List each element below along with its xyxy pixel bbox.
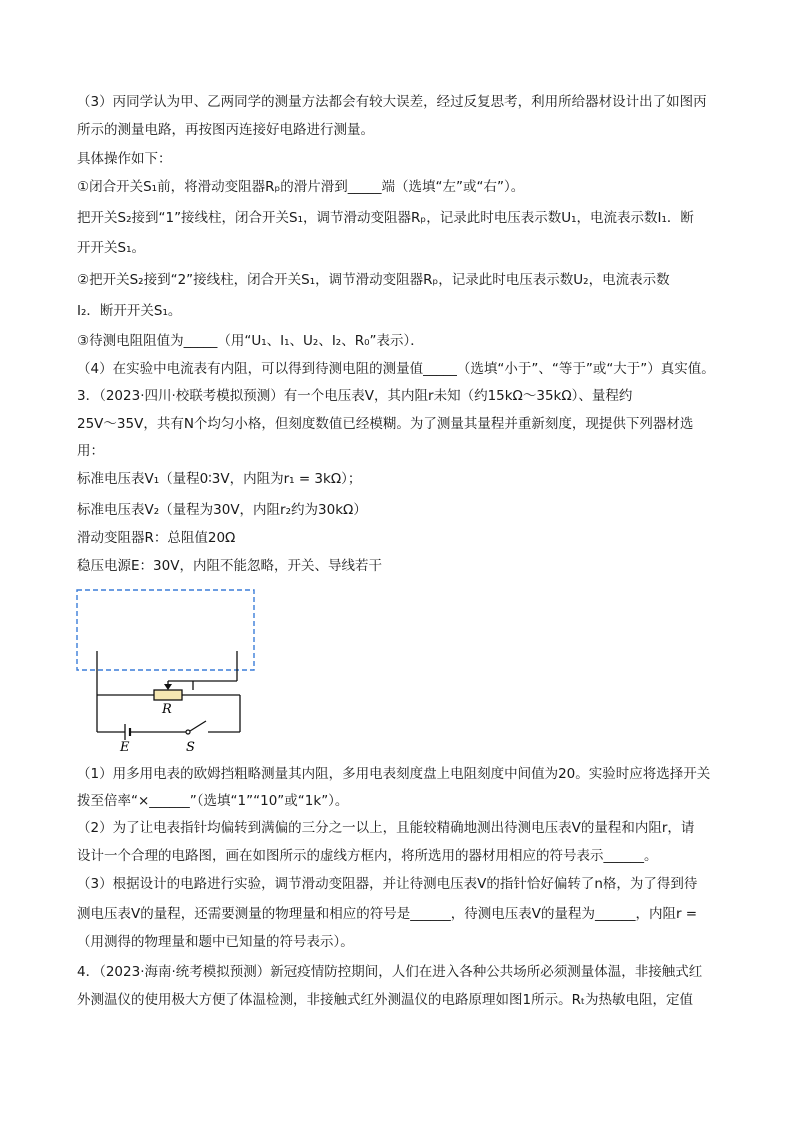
text-line: 具体操作如下： — [77, 151, 172, 167]
text-line: ①闭合开关S₁前，将滑动变阻器Rₚ的滑片滑到_____端（选填“左”或“右”）。 — [77, 179, 525, 195]
text-line: 标准电压表V₂（量程为30V，内阻r₂约为30kΩ） — [77, 502, 367, 518]
text-line: （4）在实验中电流表有内阻，可以得到待测电阻的测量值_____（选填“小于”、“等于”或“大于”）真实值。 — [77, 361, 715, 377]
text-line: （1）用多用电表的欧姆挡粗略测量其内阻，多用电表刻度盘上电阻刻度中间值为20。实验时应将选择开关 — [77, 766, 711, 782]
rheostat-label: R — [162, 702, 172, 717]
text-line: 拨至倍率“×______”（选填“1”“10”或“1k”）。 — [77, 793, 349, 809]
text-line: （3）丙同学认为甲、乙两同学的测量方法都会有较大误差，经过反复思考，利用所给器材设计出了如图丙 — [77, 94, 707, 110]
switch-lever — [190, 721, 206, 731]
text-line: 把开关S₂接到“1”接线柱，闭合开关S₁，调节滑动变阻器Rₚ，记录此时电压表示数U₁，电流表示数I₁．断 — [77, 210, 694, 226]
text-line: （2）为了让电表指针均偏转到满偏的三分之一以上，且能较精确地测出待测电压表V的量程和内阻r，请 — [77, 820, 695, 836]
switch-contact — [186, 730, 190, 734]
circuit-diagram — [70, 585, 270, 755]
text-line: 设计一个合理的电路图，画在如图所示的虚线方框内，将所选用的器材用相应的符号表示______。 — [77, 848, 658, 864]
text-line: 3．（2023·四川·校联考模拟预测）有一个电压表V，其内阻r未知（约15kΩ～35kΩ）、量程约 — [77, 388, 633, 404]
text-line: 4．（2023·海南·统考模拟预测）新冠疫情防控期间，人们在进入各种公共场所必须测量体温，非接触式红 — [77, 964, 703, 980]
text-line: 测电压表V的量程，还需要测量的物理量和相应的符号是______，待测电压表V的量程为______，内阻r = — [77, 906, 698, 922]
text-line: 稳压电源E：30V，内阻不能忽略，开关、导线若干 — [77, 558, 382, 574]
slider-arrow-icon — [164, 684, 172, 690]
text-line: ③待测电阻阻值为_____（用“U₁、I₁、U₂、I₂、R₀”表示）． — [77, 333, 424, 349]
text-line: 开开关S₁。 — [77, 240, 145, 256]
text-line: ②把开关S₂接到“2”接线柱，闭合开关S₁，调节滑动变阻器Rₚ，记录此时电压表示数U₂，电流表示数 — [77, 272, 670, 288]
text-line: I₂．断开开关S₁。 — [77, 303, 182, 319]
source-label: E — [120, 740, 130, 755]
rheostat-body — [154, 690, 182, 700]
text-line: 用： — [77, 443, 104, 459]
text-line: （用测得的物理量和题中已知量的符号表示）。 — [77, 934, 354, 950]
text-line: （3）根据设计的电路进行实验，调节滑动变阻器，并让待测电压表V的指针恰好偏转了n格，为了得到待 — [77, 876, 698, 892]
text-line: 滑动变阻器R：总阻值20Ω — [77, 530, 236, 546]
text-line: 标准电压表V₁（量程0∶3V，内阻为r₁ = 3kΩ）； — [77, 471, 362, 487]
dashed-box — [77, 590, 254, 670]
text-line: 外测温仪的使用极大方便了体温检测，非接触式红外测温仪的电路原理如图1所示。Rₜ为热敏电阻，定值 — [77, 992, 693, 1008]
text-line: 所示的测量电路，再按图丙连接好电路进行测量。 — [77, 122, 374, 138]
text-line: 25V～35V，共有N个均匀小格，但刻度数值已经模糊。为了测量其量程并重新刻度，现提供下列器材选 — [77, 416, 694, 432]
switch-label: S — [186, 740, 195, 755]
